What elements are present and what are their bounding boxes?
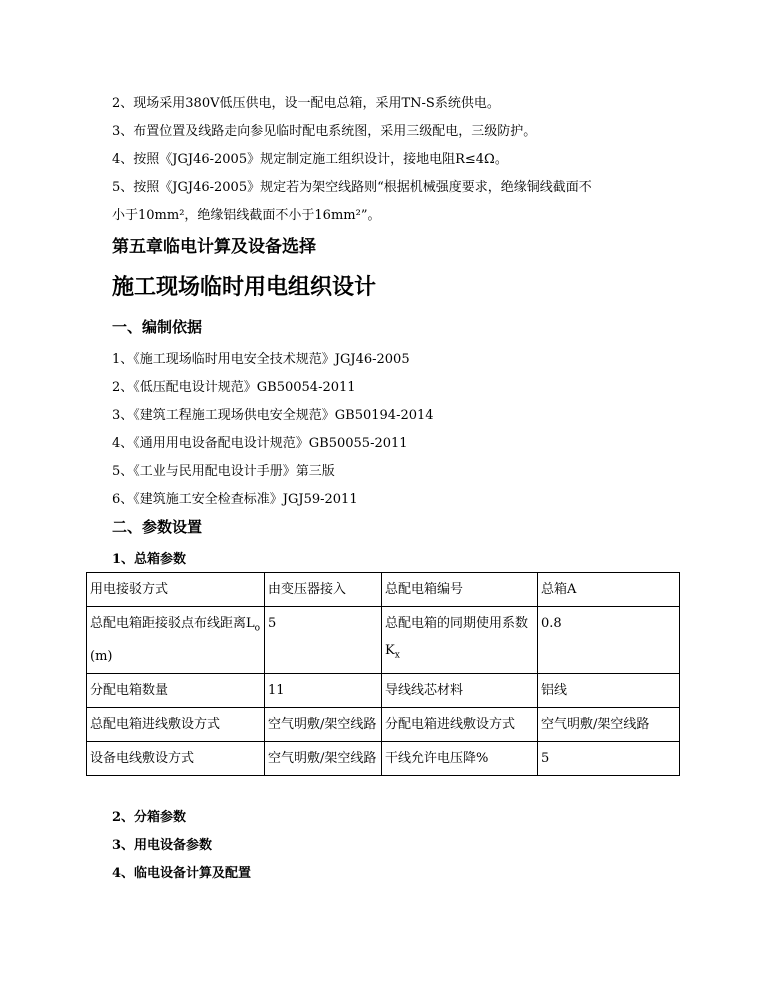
- section-heading-basis: 一、编制依据: [112, 318, 203, 336]
- cell-text: 总配电箱的同期使用系数K: [385, 616, 529, 658]
- document-title: 施工现场临时用电组织设计: [112, 274, 377, 300]
- subheading-calculation: 4、临电设备计算及配置: [112, 866, 252, 881]
- table-cell: 干线允许电压降%: [382, 741, 538, 775]
- main-box-parameter-table: [86, 572, 680, 776]
- intro-line-3: 4、按照《JGJ46-2005》规定制定施工组织设计，接地电阻R≤4Ω。: [112, 152, 508, 167]
- table-cell: [87, 607, 265, 674]
- cell-text: 总配电箱距接驳点布线距离L: [90, 616, 255, 631]
- basis-item: 4、《通用用电设备配电设计规范》GB50055-2011: [112, 436, 408, 451]
- table-cell: 5: [538, 741, 680, 775]
- table-cell: 总配电箱编号: [382, 573, 538, 607]
- table-row: [87, 673, 680, 707]
- table-cell: 设备电线敷设方式: [87, 741, 265, 775]
- subscript: o: [254, 623, 261, 634]
- basis-item: 2、《低压配电设计规范》GB50054-2011: [112, 380, 356, 395]
- table-cell: 11: [265, 673, 382, 707]
- table-cell: 空气明敷/架空线路: [538, 707, 680, 741]
- basis-item: 6、《建筑施工安全检查标准》JGJ59-2011: [112, 492, 358, 507]
- table-cell: [382, 607, 538, 674]
- intro-line-4: 5、按照《JGJ46-2005》规定若为架空线路则“根据机械强度要求，绝缘铜线截面不: [112, 180, 592, 195]
- section-heading-parameters: 二、参数设置: [112, 518, 203, 536]
- table-row: [87, 707, 680, 741]
- subheading-main-box: 1、总箱参数: [112, 552, 187, 567]
- table-cell: 空气明敷/架空线路: [265, 707, 382, 741]
- basis-item: 3、《建筑工程施工现场供电安全规范》GB50194-2014: [112, 408, 434, 423]
- intro-line-5: 小于10mm²，绝缘铝线截面不小于16mm²”。: [112, 208, 381, 223]
- table-row: [87, 607, 680, 674]
- table-cell: 空气明敷/架空线路: [265, 741, 382, 775]
- chapter-heading: 第五章临电计算及设备选择: [112, 237, 316, 257]
- table-cell: 由变压器接入: [265, 573, 382, 607]
- intro-line-2: 3、布置位置及线路走向参见临时配电系统图，采用三级配电，三级防护。: [112, 124, 537, 139]
- table-cell: 总箱A: [538, 573, 680, 607]
- table-row: [87, 741, 680, 775]
- intro-line-1: 2、现场采用380V低压供电，设一配电总箱，采用TN-S系统供电。: [112, 96, 500, 111]
- table-cell: 分配电箱数量: [87, 673, 265, 707]
- table-cell: 分配电箱进线敷设方式: [382, 707, 538, 741]
- table-cell: 铝线: [538, 673, 680, 707]
- subscript: x: [394, 650, 400, 661]
- subheading-equipment: 3、用电设备参数: [112, 838, 213, 853]
- basis-item: 1、《施工现场临时用电安全技术规范》JGJ46-2005: [112, 352, 410, 367]
- table-cell: 总配电箱进线敷设方式: [87, 707, 265, 741]
- basis-item: 5、《工业与民用配电设计手册》第三版: [112, 464, 335, 479]
- table-cell: 5: [265, 607, 382, 674]
- table-row: [87, 573, 680, 607]
- subheading-sub-box: 2、分箱参数: [112, 810, 187, 825]
- table-cell: 导线线芯材料: [382, 673, 538, 707]
- table-cell: 0.8: [538, 607, 680, 674]
- table-cell: 用电接驳方式: [87, 573, 265, 607]
- cell-text: (m): [90, 648, 113, 664]
